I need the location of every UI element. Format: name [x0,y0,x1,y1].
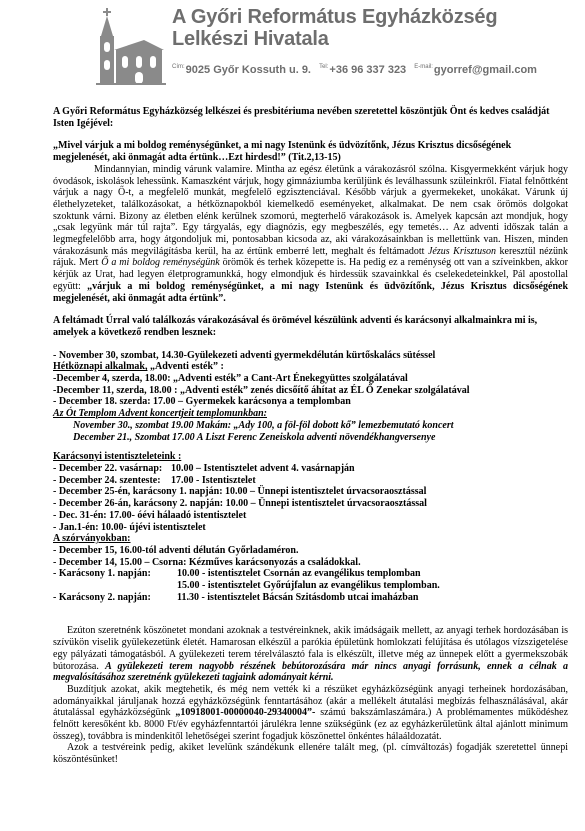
christmas-row-day: - December 24. szenteste: [53,474,161,486]
diaspora-event-2: - December 14, 15.00 – Csorna: Kézműves karácsonyozás a családokkal. [53,556,361,568]
para-part3: örömök és terhek közepette is. Ha pedig ez a reménység ott van a szíveinkben, akkor kérjük az Urat, had legyen életprogramunkká, hogy elmondjuk és hirdessük szavainkkal és cselekedeteinkkel, Pál apostollal együtt: [53,257,569,292]
letterhead-contact [172,64,580,76]
verse: „Mivel várjuk a mi boldog reménységünket, a mi nagy Istenünk és üdvözítőnk, Jézus Krisztus dicsőségének megjelenését, aki önmagát adta értünk…Ezt hirdesd!” (Tit.2,13-15) [53,140,512,164]
christmas-row: - Jan.1-én: 10.00- újévi istentisztelet [53,521,206,533]
christmas-day2-label: - Karácsony 2. napján: [53,591,151,603]
para-closing-quote: „várjuk a mi boldog reménységünket, a mi nagy Istenünk és üdvözítőnk, Jézus Krisztus dicsőségének megjelenését, aki önmagát adta értünk”. [53,280,568,304]
christmas-row-day: - December 22. vasárnap: [53,462,163,474]
christmas-row-text: 17.00 - Istentisztelet [171,474,256,486]
bank-account: „10918001-00000040-29340004”- [175,707,316,719]
para-part1: Mindannyian, mindig várunk valamire. Mintha az egész életünk a várakozásról szólna. Kisgyermekként várjuk hogy óvodások, iskolások lehessünk. Kamaszként várjuk, hogy gimnáziumba kerüljünk és leválhassunk szüleinkről. Fiatal felnőttként várjuk a nagy Ő-t, a megfelelő munkát, megfelelő egzisztenciával. Később várjuk a gyermekeket, unokákat. Várunk új élethelyzeteket, találkozásokat, a hétköznapokból kiemelkedő eseményeket, alkalmakat. De nem csak örömös dolgokat szoktunk várni. Bizony az életben elénk kerülnek szomorú, megterhelő várakozások is. Amelyek kapcsán azt mondjuk, hogy „csak legyünk már túl rajta”. Egy tárgyalás, egy diagnózis, egy megbeszélés, egy temetés… Az adventi időszak talán a legmegfelelőbb arra, hogy átgondoljuk mi, pontosabban kicsoda az, aki várakozásainkban is mellettünk van. Hiszen, minden várakozásunk más megvilágításba kerül, ha az értünk emberré lett, meghalt és feltámadott [53,163,568,257]
thanks-paragraph [53,625,568,684]
christmas-day2-service: 11.30 - istentisztelet Bácsán Szitásdomb utcai imaházban [177,591,419,603]
address-label: Cím: [172,64,185,70]
diaspora-heading: A szórványokban: [53,533,131,545]
main-paragraph [53,164,568,304]
email-label: E-mail: [414,64,433,70]
concert-1: November 30., szombat 19.00 Makám: „Ady 100, a föl-föl dobott kő” lemezbemutató koncert [73,419,454,431]
thanks-emphasis: A gyülekezeti terem nagyobb részének bebútorozására már nincs anyagi forrásunk, ennek a célnak a megvalósításához szeretnénk gyülekezeti tagjaink adományait kérni. [53,660,569,684]
email: gyorref@gmail.com [433,64,537,76]
final-greeting: Azok a testvéreink pedig, akiket levelünk szándékunk ellenére talált meg, (pl. címváltozás) fogadják szeretettel ünnepi köszöntésünket! [53,742,568,766]
christmas-row: - December 25-én, karácsony 1. napján: 10.00 – Ünnepi istentisztelet úrvacsoraosztással [53,486,427,498]
christmas-day2-line [53,592,568,604]
christmas-heading: Karácsonyi istentiszteleteink : [53,451,182,463]
event-dec11: -December 11, szerda, 18.00 : „Adventi esték” zenés dicsőítő áhítat az ÉL Ő Zenekar szolgálatával [53,384,470,396]
christmas-day1-service2: 15.00 - istentisztelet Győrújfalun az evangélikus templomban. [177,580,440,592]
event-nov30: - November 30, szombat, 14.30-Gyülekezeti adventi gyermekdélután kürtőskalács sütéssel [53,349,436,361]
christmas-day1-line1 [53,568,568,580]
christmas-day1-service1: 10.00 - istentisztelet Csornán az evangélikus templomban [177,568,421,580]
letterhead-title-line1: A Győri Református Egyházközség [172,6,498,28]
letterhead-title-line2: Lelkészi Hivatala [172,28,329,50]
letterhead-title [172,6,497,50]
christmas-row [53,475,568,487]
address: 9025 Győr Kossuth u. 9. [185,64,311,76]
christmas-row: - Dec. 31-én: 17.00- óévi hálaadó istentisztelet [53,509,247,521]
christmas-day1-label: - Karácsony 1. napján: [53,568,151,580]
christmas-row [53,463,568,475]
thanks-text: Ezúton szeretnénk köszönetet mondani azoknak a testvéreinknek, akik imádságaik mellett, az anyagi terhek hordozásában is szívükön viselik gyülekezetünk életét. Hamarosan elkészül a parókia épületünk homlokzati felújítása és utólagos vízszigetelése egy pályázati támogatásból. A gyülekezeti terem térelválasztó fala is elkészült, illetve még az ünnepek előtt a gyermekszobák bútorozása. [53,625,568,672]
event-dec18: - December 18. szerda: 17.00 – Gyermekek karácsonya a templomban [53,396,351,408]
old-church-heading: Az Ót Templom Advent koncertjeit templomunkban: [53,408,267,420]
event-dec4: -December 4, szerda, 18.00: „Adventi esték” a Cant-Art Énekegyüttes szolgálatával [53,373,408,385]
phone: +36 96 337 323 [329,64,407,76]
weekday-heading: Hétköznapi alkalmak, [53,361,148,373]
diaspora-event-1: - December 15, 16.00-tól adventi délután Győrladaméron. [53,544,299,556]
concert-2: December 21., Szombat 17.00 A Liszt Ferenc Zeneiskola adventi növendékhangversenye [73,431,436,443]
support-paragraph [53,684,568,743]
letter-body [53,106,568,766]
invitation: A feltámadt Úrral való találkozás várakozásával és örömével készülünk adventi és karácsonyi alkalmainkra mi is, amelyek a következő rendben lesznek: [53,315,538,338]
support-text-b: számú bakszámlaszámára.) A problémamentes működéshez felnőtt keresőként kb. 8000 Ft/év egyházfenntartói járulékra lenne szükségünk (ez az egyházkerületünk által ajánlott minimum összeg), továbbra is mindenkitől lehetőségei szerint fogadjuk köszönettel önkéntes hálaáldozatát. [53,707,569,742]
para-part2: keresztül nézünk rájuk. Mert [53,245,568,269]
letterhead [0,0,585,88]
greeting: A Győri Református Egyházközség lelkészei és presbitériuma nevében szeretettel köszöntjük Önt és kedves családját Isten Igéjével: [53,106,550,129]
phone-label: Tel: [319,64,329,70]
weekday-heading-line [53,361,568,373]
christmas-row: - December 26-án, karácsony 2. napján: 10.00 – Ünnepi istentisztelet úrvacsoraosztással [53,498,427,510]
support-text-a: Buzdítjuk azokat, akik megtehetik, és még nem vették ki a részüket egyházközségünk anyagi terheinek hordozásában, adományaikkal járuljanak hozzá egyházközségünk fenntartásához (akár a mellékelt átutalási megbízás felhasználásával, akár átutalással egyházközségünk [53,683,568,719]
para-jesus: Jézus Krisztuson [427,245,496,257]
para-hope: Ő a mi boldog reménységünk [101,257,220,269]
church-logo-icon [92,6,168,86]
christmas-row-text: 10.00 – Istentisztelet advent 4. vasárnapján [171,462,355,474]
weekday-heading-quoted: „Adventi esték” : [149,361,224,373]
